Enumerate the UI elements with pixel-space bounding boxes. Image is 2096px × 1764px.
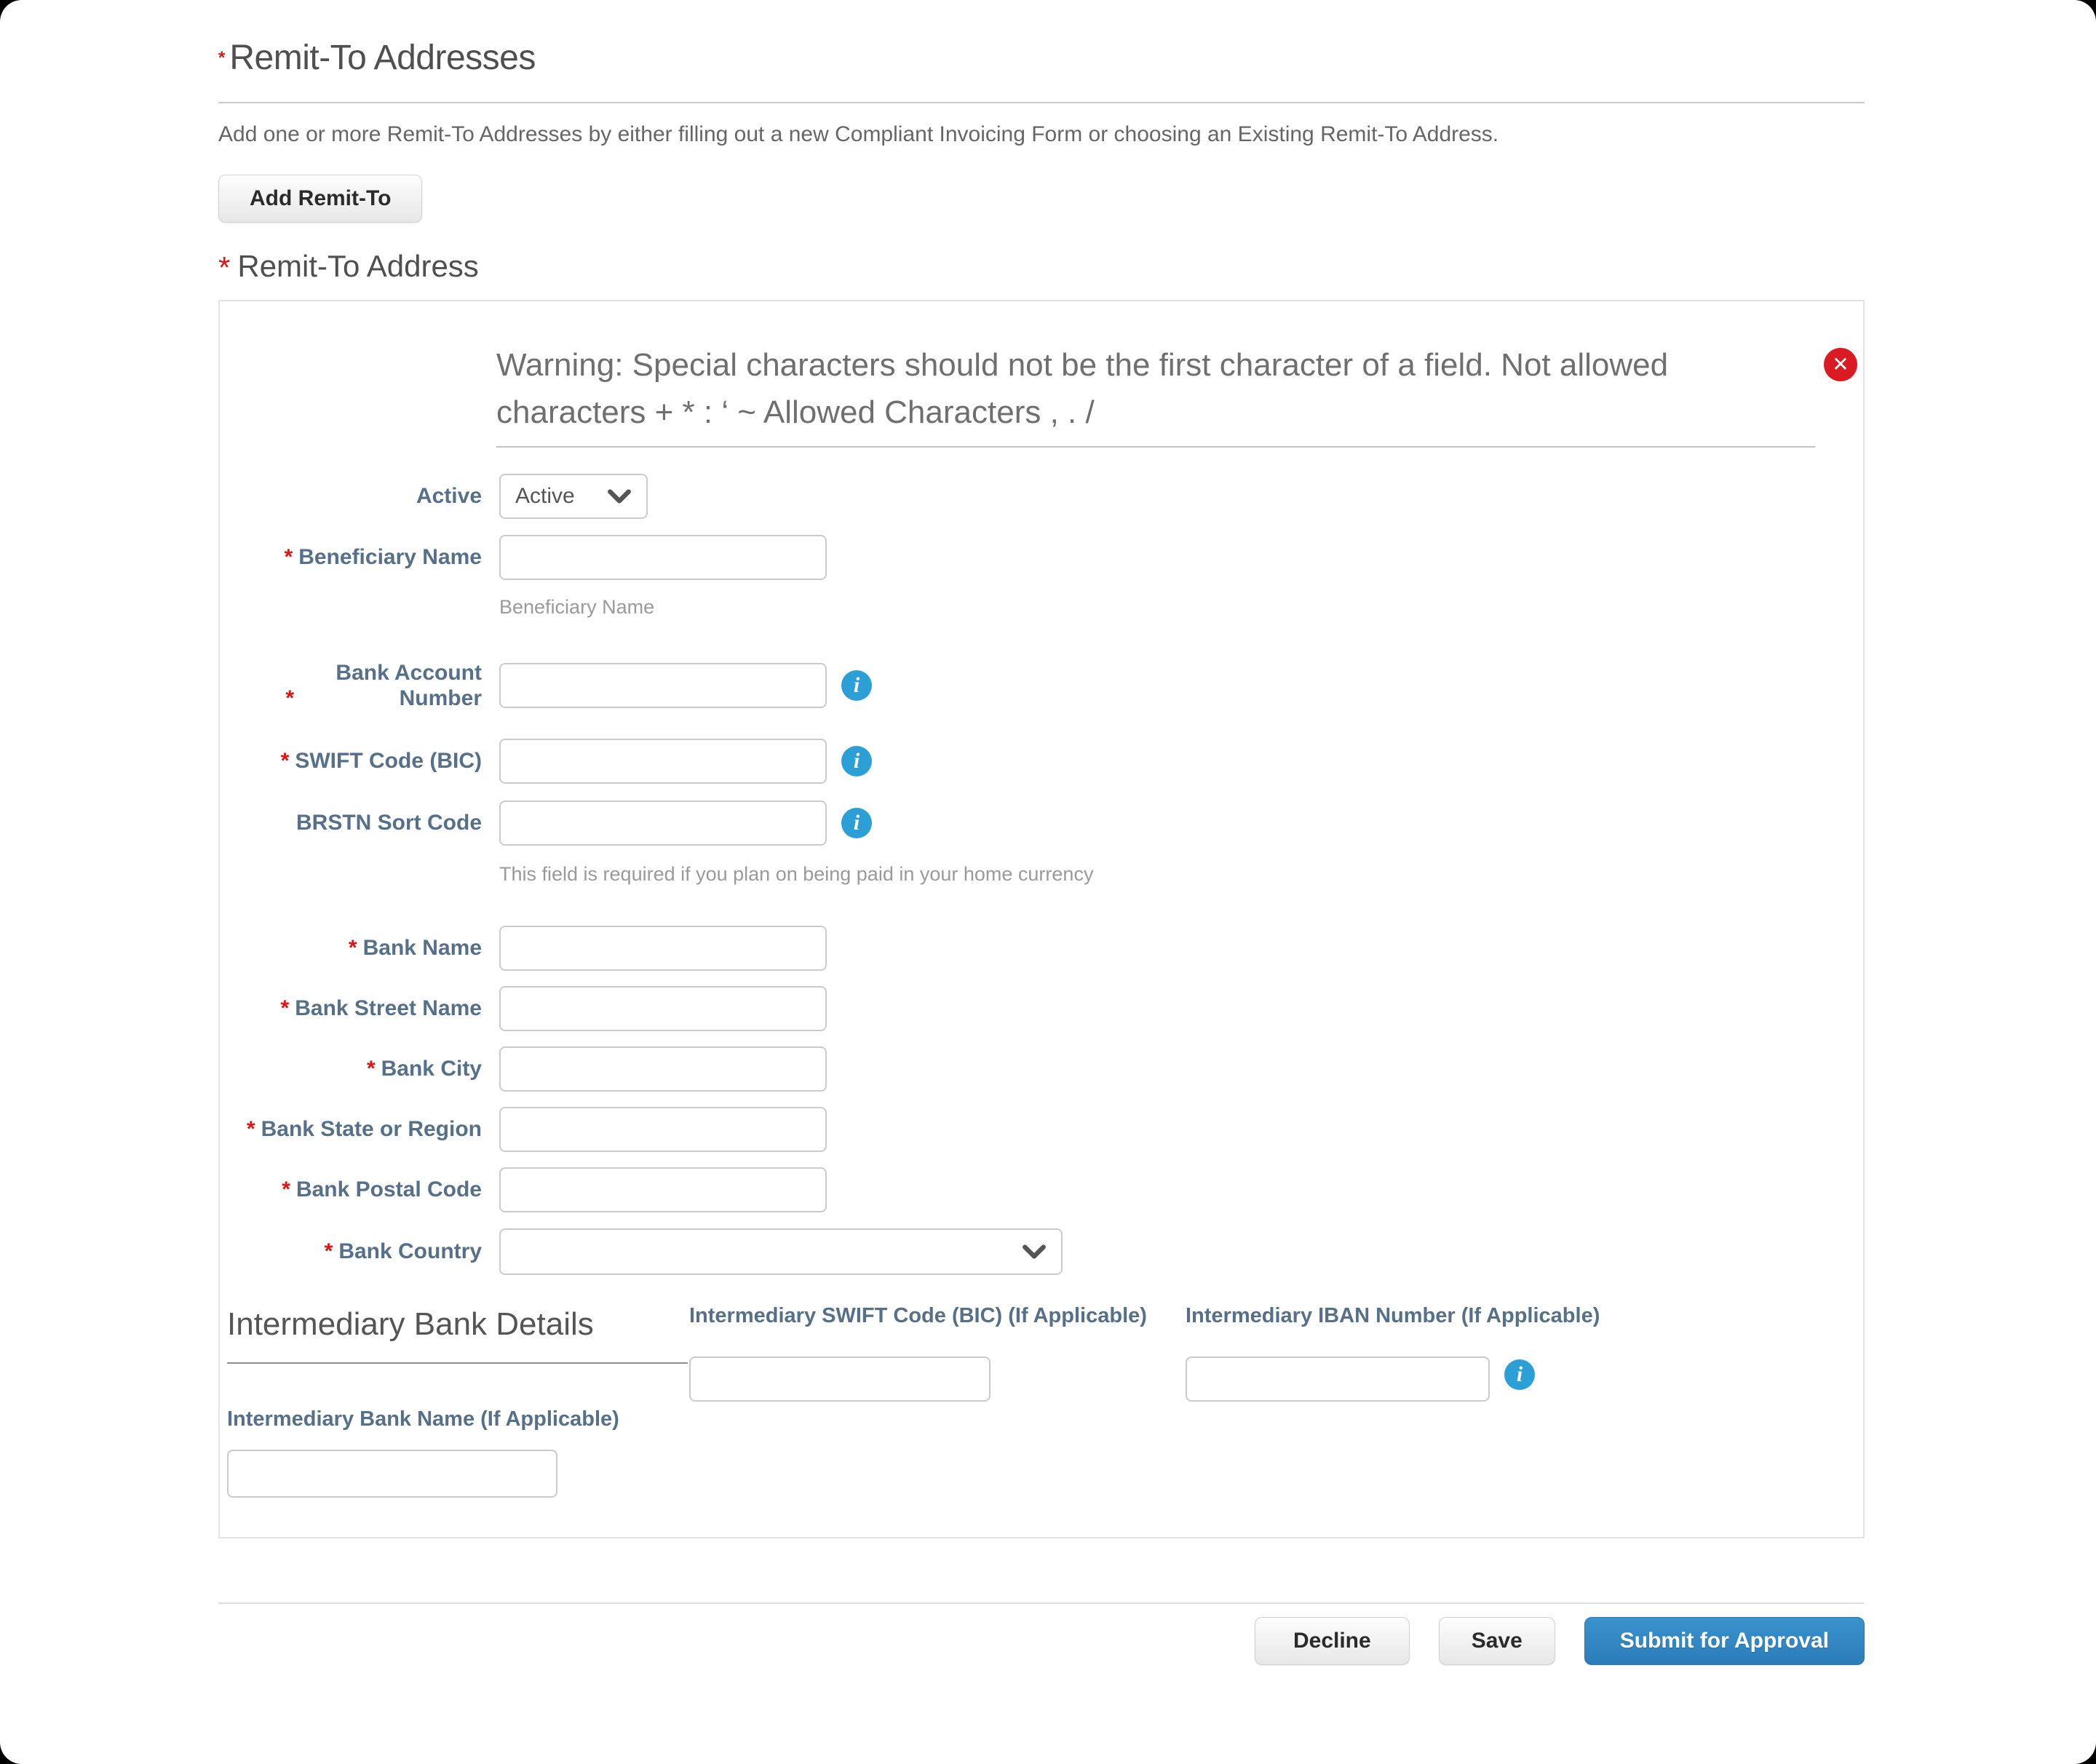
bank-name-label: * Bank Name <box>348 936 482 961</box>
save-button[interactable]: Save <box>1439 1617 1555 1665</box>
submit-for-approval-button[interactable]: Submit for Approval <box>1584 1617 1865 1665</box>
info-icon: i <box>853 673 860 698</box>
page-title: Remit-To Addresses <box>229 39 536 77</box>
brstn-sort-code-info-button[interactable] <box>841 808 872 838</box>
intermediary-heading: Intermediary Bank Details <box>227 1306 688 1364</box>
field-row-bank-state <box>220 1107 1863 1152</box>
field-row-bank-postal-code <box>220 1167 1863 1212</box>
footer-divider <box>218 1602 1865 1604</box>
brstn-sort-code-input[interactable] <box>499 800 827 846</box>
beneficiary-name-input[interactable] <box>499 535 827 580</box>
footer-actions <box>218 1617 1865 1665</box>
bank-city-input[interactable] <box>499 1046 827 1092</box>
bank-postal-code-input[interactable] <box>499 1167 827 1212</box>
brstn-sort-code-label: BRSTN Sort Code <box>296 811 482 835</box>
intermediary-swift-label: Intermediary SWIFT Code (BIC) (If Applicable) <box>689 1304 1147 1327</box>
bank-account-number-input[interactable] <box>499 663 827 708</box>
bank-account-number-info-button[interactable] <box>841 670 872 701</box>
intermediary-swift-input[interactable] <box>689 1356 991 1402</box>
field-row-swift-code <box>220 739 1863 784</box>
chevron-down-icon <box>1022 1244 1047 1260</box>
intermediary-iban-info-button[interactable] <box>1504 1359 1535 1390</box>
bank-street-name-input[interactable] <box>499 986 827 1031</box>
page-title-row <box>218 38 536 78</box>
field-row-bank-country <box>220 1228 1863 1275</box>
info-icon: i <box>853 811 860 835</box>
bank-postal-code-label: * Bank Postal Code <box>282 1177 482 1202</box>
close-icon: ✕ <box>1832 353 1849 376</box>
bank-account-number-label: *Bank Account Number <box>285 661 482 711</box>
active-select[interactable] <box>499 474 648 519</box>
field-row-active <box>220 474 1863 519</box>
decline-button[interactable]: Decline <box>1255 1617 1410 1665</box>
field-row-bank-street-name <box>220 986 1863 1031</box>
remit-to-address-panel <box>218 300 1865 1538</box>
field-row-bank-city <box>220 1046 1863 1092</box>
title-divider <box>218 102 1865 103</box>
swift-code-info-button[interactable] <box>841 746 872 776</box>
intermediary-iban-label: Intermediary IBAN Number (If Applicable) <box>1186 1304 1600 1327</box>
page-description: Add one or more Remit-To Addresses by either filling out a new Compliant Invoicing Form or choosing an Existing Remit-To Address. <box>218 122 1499 146</box>
active-label: Active <box>416 484 482 509</box>
bank-country-label: * Bank Country <box>324 1239 482 1264</box>
warning-banner: Warning: Special characters should not be the first character of a field. Not allowed characters + * : ‘ ~ Allowed Characters , . / <box>496 342 1815 448</box>
active-select-value: Active <box>515 484 575 508</box>
brstn-sort-code-helper: This field is required if you plan on being paid in your home currency <box>499 863 1094 885</box>
beneficiary-name-label: * Beneficiary Name <box>284 545 482 570</box>
dismiss-warning-button[interactable] <box>1824 348 1857 381</box>
intermediary-bank-name-field <box>227 1406 619 1498</box>
intermediary-iban-field <box>1186 1303 1600 1402</box>
field-row-brstn-sort-code <box>220 800 1863 846</box>
section-header <box>218 249 479 285</box>
section-title: Remit-To Address <box>237 249 479 283</box>
required-marker: * <box>218 48 226 68</box>
beneficiary-name-helper: Beneficiary Name <box>499 596 655 618</box>
intermediary-bank-name-input[interactable] <box>227 1450 557 1498</box>
field-row-bank-name <box>220 926 1863 971</box>
swift-code-label: * SWIFT Code (BIC) <box>280 749 482 774</box>
bank-name-input[interactable] <box>499 926 827 971</box>
bank-street-name-label: * Bank Street Name <box>280 996 482 1021</box>
required-marker: * <box>218 250 231 285</box>
field-row-bank-account-number <box>220 660 1863 711</box>
intermediary-iban-input[interactable] <box>1186 1356 1490 1402</box>
bank-country-select[interactable] <box>499 1228 1063 1275</box>
info-icon: i <box>1516 1362 1523 1386</box>
intermediary-swift-field <box>689 1303 1147 1402</box>
swift-code-input[interactable] <box>499 739 827 784</box>
intermediary-bank-name-label: Intermediary Bank Name (If Applicable) <box>227 1407 619 1431</box>
bank-state-input[interactable] <box>499 1107 827 1152</box>
field-row-beneficiary-name <box>220 535 1863 580</box>
info-icon: i <box>853 749 860 773</box>
bank-state-label: * Bank State or Region <box>246 1117 482 1142</box>
chevron-down-icon <box>607 488 632 504</box>
add-remit-to-button[interactable]: Add Remit-To <box>218 175 422 223</box>
bank-city-label: * Bank City <box>366 1057 482 1081</box>
